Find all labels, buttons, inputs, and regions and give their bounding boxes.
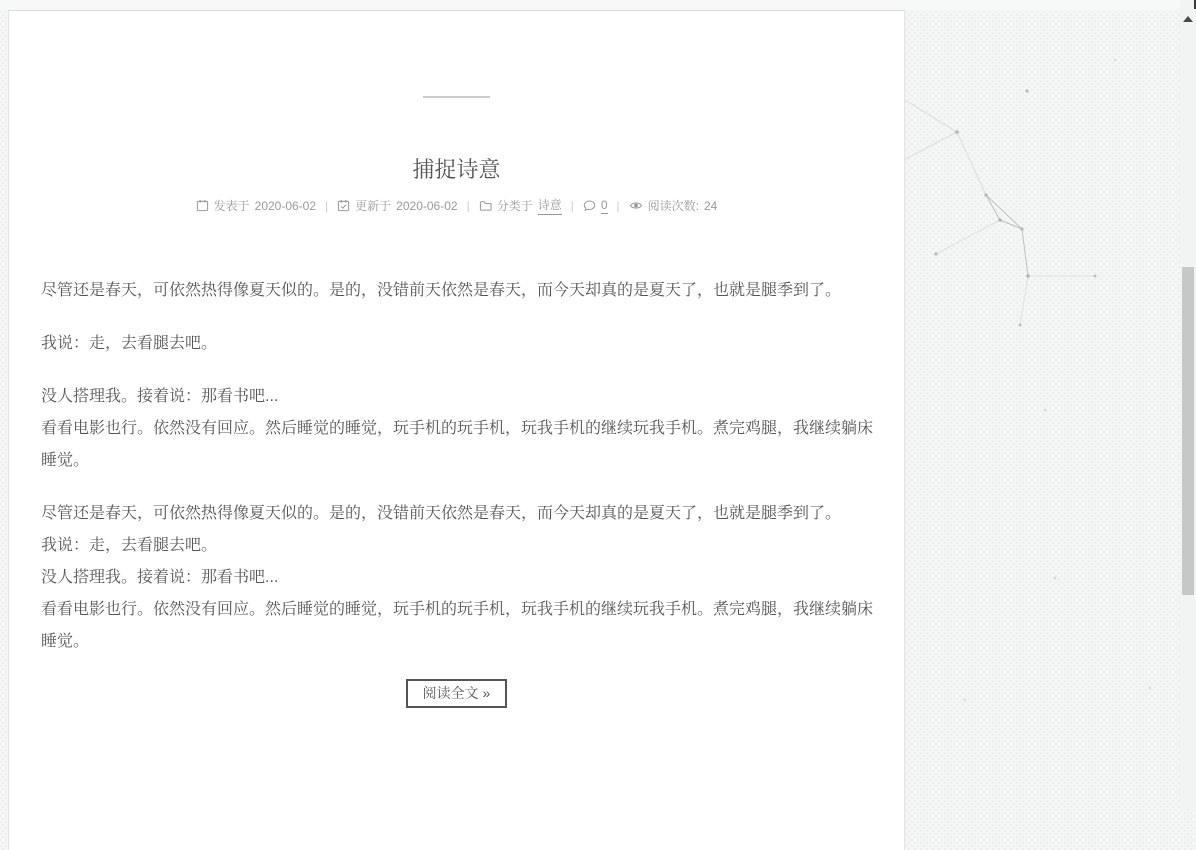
meta-updated-date: 2020-06-02 xyxy=(396,198,458,213)
meta-separator: | xyxy=(570,198,574,213)
post-paragraph: 我说：走，去看腿去吧。 xyxy=(41,335,218,352)
scrollbar-thumb[interactable] xyxy=(1182,267,1194,595)
scroll-up-arrow[interactable] xyxy=(1183,16,1193,22)
comments-count-link[interactable]: 0 xyxy=(600,197,608,212)
calendar-check-icon xyxy=(337,199,350,212)
comment-icon xyxy=(583,199,596,212)
meta-separator: | xyxy=(616,198,620,213)
meta-category xyxy=(479,196,562,215)
meta-updated-label: 更新于 xyxy=(355,199,392,213)
post-meta xyxy=(9,196,904,215)
category-link[interactable]: 诗意 xyxy=(538,196,562,215)
meta-published xyxy=(196,197,316,214)
meta-published-date: 2020-06-02 xyxy=(254,198,317,213)
post-paragraph: 尽管还是春天，可依然热得像夏天似的。是的，没错前天依然是春天，而今天却真的是夏天了，也就是腿季到了。 我说：走，去看腿去吧。 没人搭理我。接着说：那看书吧... 看看电影也行。依然没有回应。然后睡觉的睡觉，玩手机的玩手机，玩我手机的继续玩我手机。煮完鸡腿，我继续躺床睡觉。 xyxy=(41,505,874,650)
meta-category-label: 分类于 xyxy=(496,199,533,213)
meta-updated xyxy=(337,197,457,214)
meta-views xyxy=(629,197,718,214)
folder-icon xyxy=(479,199,492,212)
meta-separator: | xyxy=(325,198,329,213)
post-body xyxy=(41,275,873,658)
meta-views-label: 阅读次数: xyxy=(647,199,699,213)
post-title[interactable]: 捕捉诗意 xyxy=(412,157,501,182)
meta-separator: | xyxy=(466,198,470,213)
meta-published-label: 发表于 xyxy=(213,199,250,213)
post-card xyxy=(8,10,905,850)
calendar-icon xyxy=(196,199,209,212)
post-paragraph: 没人搭理我。接着说：那看书吧... 看看电影也行。依然没有回应。然后睡觉的睡觉，玩手机的玩手机，玩我手机的继续玩我手机。煮完鸡腿，我继续躺床睡觉。 xyxy=(41,388,874,469)
eye-icon xyxy=(629,199,643,212)
scrollbar-track[interactable] xyxy=(1180,0,1196,809)
page-top-strip xyxy=(0,0,1196,10)
meta-comments xyxy=(583,198,608,214)
post-divider xyxy=(423,96,490,98)
post-paragraph: 尽管还是春天，可依然热得像夏天似的。是的，没错前天依然是春天，而今天却真的是夏天了，也就是腿季到了。 xyxy=(41,282,842,299)
read-more-button[interactable]: 阅读全文 » xyxy=(406,679,508,708)
meta-views-count: 24 xyxy=(704,198,718,213)
particle-network xyxy=(905,0,1196,809)
